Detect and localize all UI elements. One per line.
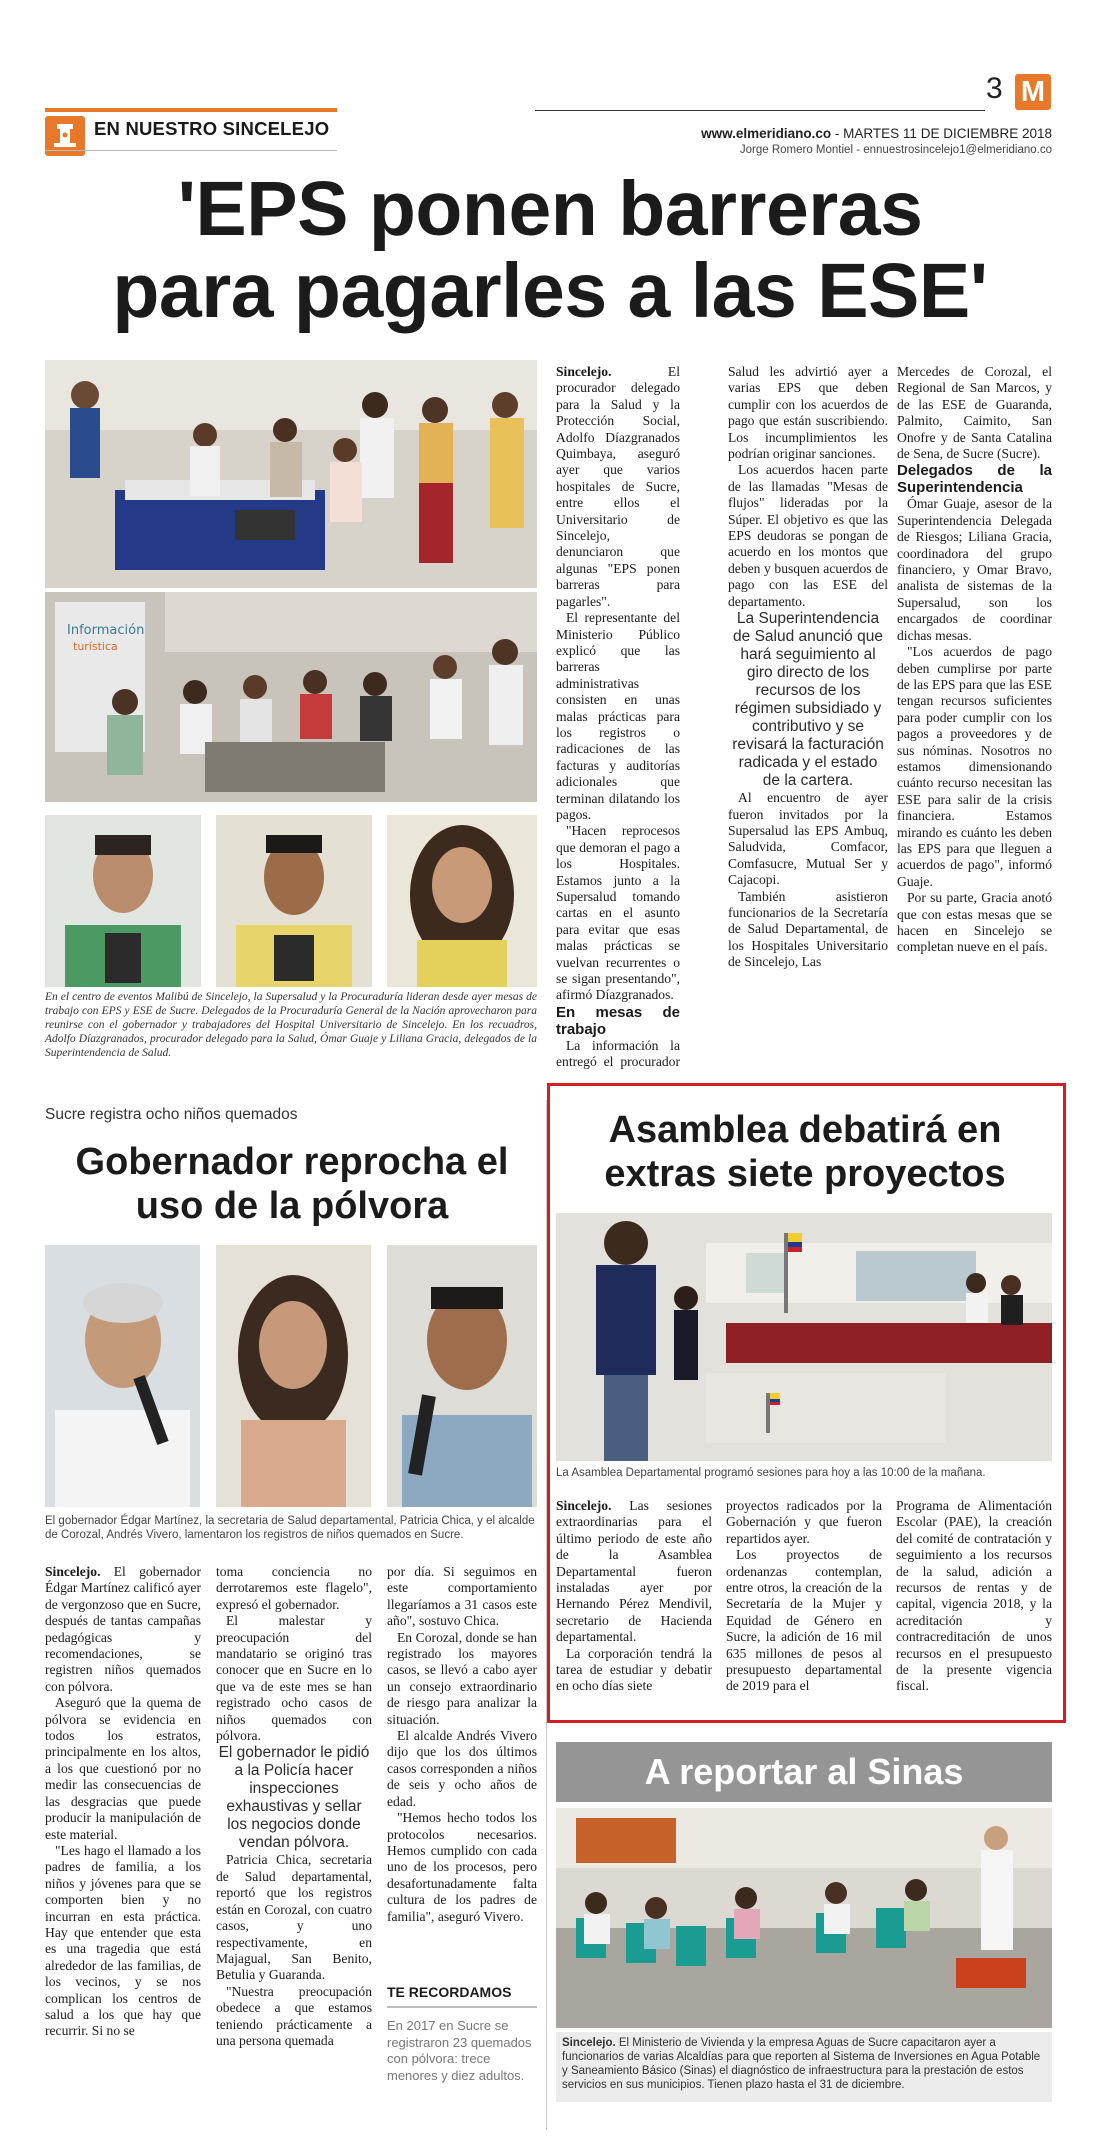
logo	[1015, 74, 1051, 110]
main-column-3	[897, 364, 1052, 1072]
gobernador-c3-p2: En Corozal, donde se han registrado los mayores casos, se llevó a cabo ayer un consejo extraordinario de riesgo para analizar la situación.	[387, 1629, 537, 1727]
main-c3-p4: Por su parte, Gracia anotó que con estas mesas que se hacen en Sincelejo se completan nueve en el país.	[897, 890, 1052, 955]
sinas-caption-text: El Ministerio de Vivienda y la empresa Aguas de Sucre capacitaron ayer a funcionarios de varias Alcaldías para que reporten al Sistema de Inversiones en Agua Potable y Saneamiento Básico (Sinas) el diagnóstico de infraestructura para la prestación de estos servicios en sus municipios. Tienen plazo hasta el 31 de diciembre.	[562, 2037, 1041, 2091]
header-rule	[535, 110, 985, 111]
asamblea-column-2	[726, 1498, 882, 1712]
gobernador-column-1	[45, 1564, 201, 2124]
svg-text:turística: turística	[73, 640, 118, 653]
main-c2-p2: Los acuerdos hacen parte de las llamadas "Mesas de flujos" lideradas por la Súper. El objetivo es que las EPS deudoras se pongan de acuerdo en los montos que deben y busquen acuerdos de pago con las ESE del departamento.	[728, 462, 888, 609]
main-c3-p2: Ómar Guaje, asesor de la Superintendencia Delegada de Riesgos; Liliana Gracia, coordinadora del grupo financiero, y Omar Bravo, analista de sistemas de la Supersalud, son los encargados de coordinar dichas mesas.	[897, 496, 1052, 643]
photo-sinas-training	[556, 1808, 1052, 2028]
asamblea-c2-p2: Los proyectos de ordenanzas contemplan, entre otros, la creación de la Secretaría de la Mujer y Equidad de Género en Sucre, la adición de 16 mil 635 millones de pesos al presupuesto departamental de 2019 para el	[726, 1547, 882, 1694]
author-name: Jorge Romero Montiel	[739, 144, 854, 156]
gobernador-c2-p1: toma conciencia no derrotaremos este flagelo", expresó el gobernador.	[216, 1564, 372, 1612]
section-rule-top	[45, 108, 337, 112]
asamblea-c3-p1: Programa de Alimentación Escolar (PAE), la creación del comité de contratación y seguimiento a los recursos de la salud, adición a recursos de rentas y de capital, vigencia 2018, y la acreditación y contracreditación de unos recursos en el presupuesto de la presente vigencia fiscal.	[896, 1498, 1052, 1694]
main-headline	[40, 168, 1060, 332]
asamblea-column-3	[896, 1498, 1052, 1712]
main-lead: Sincelejo.	[556, 364, 612, 379]
gobernador-headline-line2: uso de la pólvora	[135, 1185, 449, 1227]
main-c2-p1: Salud les advirtió ayer a varias EPS que deben cumplir con los acuerdos de pago que están suscribiendo. Los incumplimientos les podrían originar sanciones.	[728, 364, 888, 462]
gobernador-headline-line1: Gobernador reprocha el	[75, 1141, 509, 1183]
gobernador-p3: "Les hago el llamado a los padres de familia, a los niños y jóvenes para que se comporten bien y no incurran en esta práctica. Hay que entender que esta es una tragedia que está alrededor de las familias, de los vecinos, y se nos complican los centros de salud a los que hay que recurrir. Si no se	[45, 1842, 201, 2039]
gobernador-c2-p2: El malestar y preocupación del mandatario se originó tras conocer que en Sucre en lo que va de este mes se han registrado ocho casos de niños quemados con pólvora.	[216, 1613, 372, 1744]
photo-governor	[45, 1245, 200, 1507]
section-title: EN NUESTRO SINCELEJO	[94, 118, 330, 139]
main-pull-quote: La Superintendencia de Salud anunció que hará seguimiento al giro directo de los recursos de los régimen subsidiado y contributivo y se revisará la facturación radicada y el estado de la cartera.	[732, 610, 884, 790]
gobernador-kicker: Sucre registra ocho niños quemados	[45, 1106, 298, 1123]
photo-andres-vivero	[387, 1245, 537, 1507]
photo-portrait-guaje	[216, 815, 372, 987]
gobernador-column-2	[216, 1564, 372, 2124]
main-c2-p4: También asistieron funcionarios de la Secretaría de Salud Departamental, de los Hospitales Universitario de Sincelejo, Las	[728, 888, 888, 970]
gobernador-pull-quote: El gobernador le pidió a la Policía hacer inspecciones exhaustivas y sellar los negocios donde vendan pólvora.	[218, 1744, 370, 1852]
sinas-caption-lead: Sincelejo.	[562, 2037, 616, 2049]
asamblea-headline-line2: extras siete proyectos	[604, 1153, 1006, 1195]
asamblea-p1: Las sesiones extraordinarias para el último periodo de este año de la Asamblea Departamental fueron instaladas ayer por Hernando Pérez Mendivil, secretario de Hacienda departamental.	[556, 1498, 712, 1645]
main-p3: "Hacen reprocesos que demoran el pago a los Hospitales. Estamos junto a la Supersalud tomando cartas en el asunto para evitar que esas malas prácticas se vuelvan recurrentes o se sigan presentando", afirmó Díazgranados.	[556, 823, 680, 1003]
gobernador-headline	[42, 1140, 542, 1228]
sinas-caption	[556, 2032, 1052, 2102]
main-headline-line2: para pagarles a las ESE'	[112, 248, 988, 334]
te-recordamos-title: TE RECORDAMOS	[387, 1984, 537, 2008]
te-recordamos-box	[387, 1984, 537, 2124]
gobernador-c2-p3: Patricia Chica, secretaria de Salud departamental, reportó que los registros están en Corozal, con cuatro casos, y uno respectivamente, en Majagual, San Benito, Betulia y Guaranda.	[216, 1852, 372, 1983]
main-column-2	[728, 364, 888, 1072]
asamblea-photo-caption: La Asamblea Departamental programó sesiones para hoy a las 10:00 de la mañana.	[556, 1467, 986, 1479]
photo-asamblea	[556, 1213, 1052, 1461]
te-recordamos-text: En 2017 en Sucre se registraron 23 quemados con pólvora: trece menores y diez adultos.	[387, 2018, 532, 2083]
gobernador-lead: Sincelejo.	[45, 1564, 101, 1579]
sinas-headline: A reportar al Sinas	[644, 1751, 964, 1792]
asamblea-p2: La corporación tendrá la tarea de estudiar y debatir en ocho días siete	[556, 1645, 712, 1694]
gobernador-c3-p4: "Hemos hecho todos los protocolos necesarios. Hemos cumplido con cada uno de los procesos, pero desafortunadamente falta cultura de los padres de familia", aseguró Vivero.	[387, 1810, 537, 1924]
main-p2: El representante del Ministerio Público explicó que las barreras administrativas consisten en unas malas prácticas para los registros o radicaciones de las facturas y auditorías adicionales que terminan dilatando los pagos.	[556, 610, 680, 822]
main-p1: El procurador delegado para la Salud y la Protección Social, Adolfo Díazgranados Quimbaya, aseguró ayer que varios hospitales de Sucre, entre ellos el Universitario de Sincelejo, denunciaron que algunas "EPS ponen barreras para pagarles".	[556, 364, 680, 609]
date-text: - MARTES 11 DE DICIEMBRE 2018	[834, 126, 1052, 141]
gobernador-p1: El gobernador Édgar Martínez calificó ayer de vergonzoso que en Sucre, después de tantas campañas pedagógicas y recomendaciones, se registren niños quemados con pólvora.	[45, 1564, 201, 1694]
byline	[560, 144, 1052, 156]
asamblea-headline-line1: Asamblea debatirá en	[608, 1109, 1002, 1151]
asamblea-column-1	[556, 1498, 712, 1712]
gobernador-c3-p3: El alcalde Andrés Vivero dijo que los dos últimos casos corresponden a niños de seis y ocho años de edad.	[387, 1728, 537, 1809]
main-headline-line1: 'EPS ponen barreras	[177, 166, 923, 252]
photo-meeting-2	[45, 592, 537, 802]
logo-letter: M	[1020, 76, 1046, 108]
main-column-1	[556, 364, 680, 1072]
photo-portrait-gracia	[387, 815, 537, 987]
gobernador-c2-p4: "Nuestra preocupación obedece a que estamos teniendo prácticamente a una persona quemada	[216, 1983, 372, 2048]
page-number: 3	[986, 72, 1003, 105]
asamblea-c2-p1: proyectos radicados por la Gobernación y que fueron repartidos ayer.	[726, 1498, 882, 1546]
author-email[interactable]: - ennuestrosincelejo1@elmeridiano.co	[856, 144, 1052, 156]
svg-text:Información: Información	[67, 623, 145, 638]
photo-portrait-diazgranados	[45, 815, 201, 987]
asamblea-headline	[556, 1108, 1054, 1196]
website-link[interactable]: www.elmeridiano.co	[701, 126, 832, 141]
main-c3-p1: Mercedes de Corozal, el Regional de San Marcos, y de las ESE de Guaranda, Palmito, Caimito, San Onofre y de Santa Catalina de Sena, de Sucre (Sucre).	[897, 364, 1052, 462]
photo-patricia-chica	[216, 1245, 371, 1507]
dateline	[560, 126, 1052, 141]
main-c3-p3: "Los acuerdos de pago deben cumplirse por parte de las EPS para que las ESE tengan recursos suficientes para poder cumplir con los pagos a proveedores y de sus nóminas. Nosotros no estamos dimensionando cuánto recurso necesitan las ESE para salir de la crisis financiera. Estamos mirando es cuánto les deben las EPS para que lleguen a acuerdos de pago", informó Guaje.	[897, 644, 1052, 889]
main-subhead-delegados: Delegados de la Superintendencia	[897, 462, 1052, 497]
sinas-headline-bar	[556, 1742, 1052, 1802]
gobernador-c3-p1: por día. Si seguimos en este comportamiento llegaríamos a 31 casos este año", sostuvo Chica.	[387, 1564, 537, 1629]
section-rule-bottom	[45, 150, 337, 151]
photo-meeting-1	[45, 360, 537, 588]
gobernador-column-3	[387, 1564, 537, 1984]
gobernador-p2: Aseguró que la quema de pólvora se evidencia en todos los estratos, principalmente en los altos, a los que cuestionó por no medir las consecuencias de las desgracias que puede producir la manipulación de este material.	[45, 1695, 201, 1842]
main-c2-p3: Al encuentro de ayer fueron invitados por la Supersalud las EPS Ambuq, Saludvida, Comfacor, Comfasucre, Mutual Ser y Cajacopi.	[728, 790, 888, 888]
main-photo-caption: En el centro de eventos Malibú de Sincelejo, la Supersalud y la Procuraduría lideran desde ayer mesas de trabajo con EPS y ESE de Sucre. Delegados de la Procuraduría General de la Nación aprovecharon para reunirse con el gobernador y trabajadores del Hospital Universitario de Sincelejo. En los recuadros, Adolfo Díazgranados, procurador delegado para la Salud, Ómar Guaje y Liliana Gracia, delegados de la Superintendencia de Salud.	[45, 991, 537, 1059]
asamblea-lead: Sincelejo.	[556, 1498, 612, 1513]
gobernador-photo-caption: El gobernador Édgar Martínez, la secretaria de Salud departamental, Patricia Chica, y el alcalde de Corozal, Andrés Vivero, lamentaron los registros de niños quemados en Sucre.	[45, 1515, 535, 1541]
main-p4: La información la entregó el procurador	[556, 1037, 680, 1070]
main-subhead-mesas: En mesas de trabajo	[556, 1003, 680, 1038]
